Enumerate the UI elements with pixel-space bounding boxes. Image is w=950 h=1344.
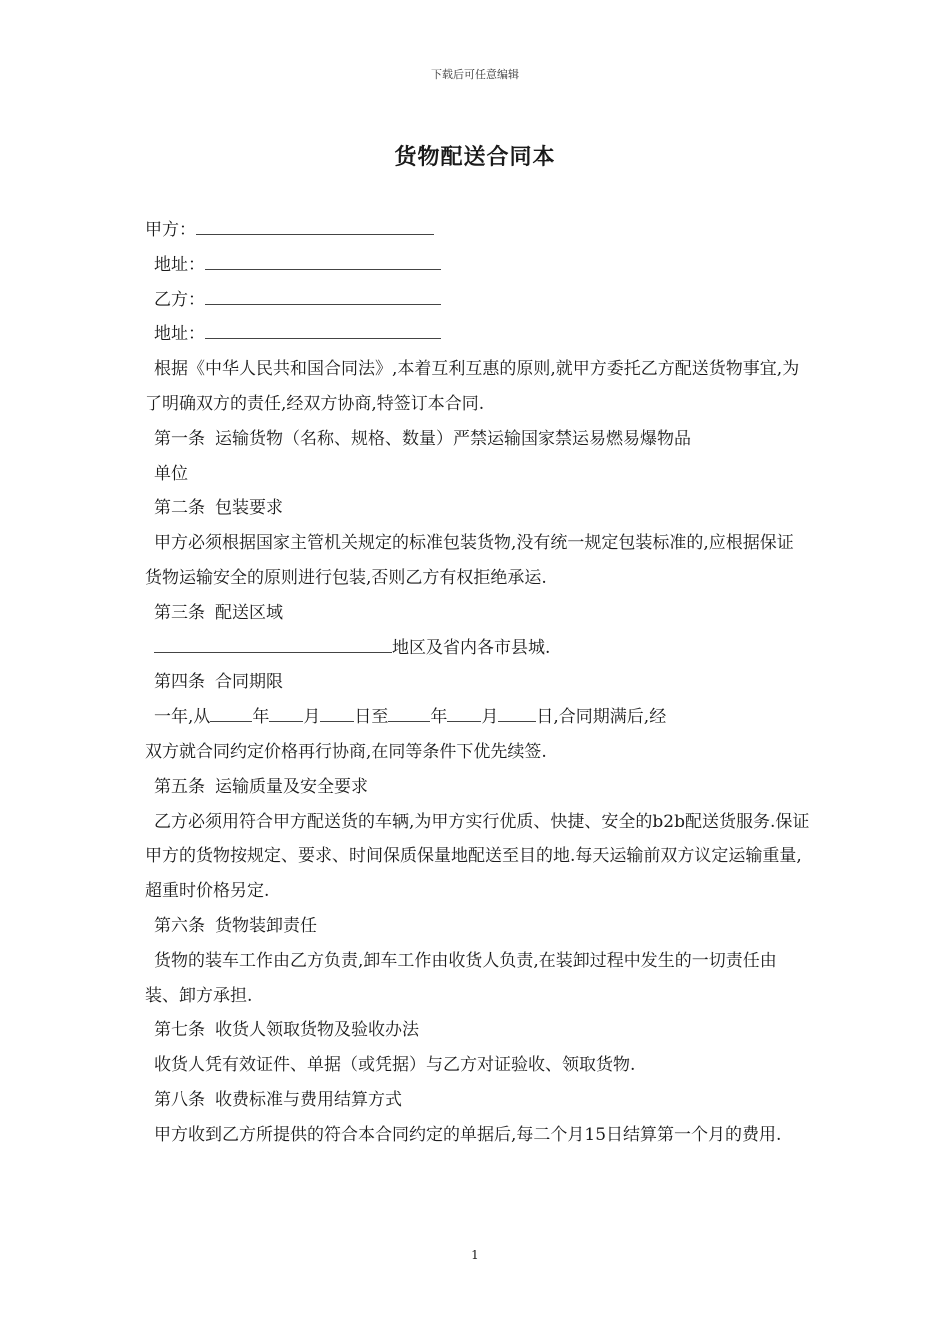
address-a-blank xyxy=(205,251,441,270)
end-month-blank xyxy=(447,703,481,722)
start-day-blank xyxy=(320,703,354,722)
article-4-term-line xyxy=(145,700,810,735)
article-8-heading xyxy=(145,1083,810,1118)
month-label: 月 xyxy=(303,707,321,728)
intro-paragraph: 根据《中华人民共和国合同法》,本着互利互惠的原则,就甲方委托乙方配送货物事宜,为了明确双方的责任,经双方协商,特签订本合同. xyxy=(145,359,800,414)
year-label: 年 xyxy=(430,707,448,728)
article-1-number: 第一条 xyxy=(154,428,205,449)
address-b-blank xyxy=(205,320,441,339)
party-b-blank xyxy=(205,286,441,305)
article-1-title: 运输货物（名称、规格、数量）严禁运输国家禁运易燃易爆物品 xyxy=(215,428,691,449)
day-to-label: 日至 xyxy=(354,707,389,728)
article-3-heading xyxy=(145,596,810,631)
address-b-line xyxy=(145,317,810,352)
article-4-renewal: 双方就合同约定价格再行协商,在同等条件下优先续签. xyxy=(145,741,547,762)
article-1-unit: 单位 xyxy=(154,463,188,484)
article-5-number: 第五条 xyxy=(154,776,205,797)
article-5-heading xyxy=(145,770,810,805)
article-7-title: 收货人领取货物及验收办法 xyxy=(215,1020,419,1041)
article-8-number: 第八条 xyxy=(154,1089,205,1110)
party-b-line xyxy=(145,283,810,318)
address-a-line xyxy=(145,248,810,283)
article-2-number: 第二条 xyxy=(154,498,205,519)
article-5-body: 乙方必须用符合甲方配送货的车辆,为甲方实行优质、快捷、安全的b2b配送货服务.保证甲方的货物按规定、要求、时间保质保量地配送至目的地.每天运输前双方议定运输重量,超重时价格另定. xyxy=(145,811,810,902)
party-a-line xyxy=(145,213,810,248)
article-3-number: 第三条 xyxy=(154,602,205,623)
article-6-number: 第六条 xyxy=(154,915,205,936)
term-end-text: 日,合同期满后,经 xyxy=(536,707,667,728)
article-3-suffix: 地区及省内各市县城. xyxy=(392,637,551,658)
article-2-body: 甲方必须根据国家主管机关规定的标准包装货物,没有统一规定包装标准的,应根据保证货物运输安全的原则进行包装,否则乙方有权拒绝承运. xyxy=(145,533,794,588)
start-year-blank xyxy=(210,703,252,722)
article-3-body xyxy=(145,631,810,666)
end-year-blank xyxy=(388,703,430,722)
article-5-title: 运输质量及安全要求 xyxy=(215,776,368,797)
end-day-blank xyxy=(498,703,536,722)
start-month-blank xyxy=(269,703,303,722)
article-1-heading xyxy=(145,422,810,457)
article-7-number: 第七条 xyxy=(154,1020,205,1041)
article-6-body: 货物的装车工作由乙方负责,卸车工作由收货人负责,在装卸过程中发生的一切责任由装、卸方承担. xyxy=(145,950,777,1006)
article-7-body: 收货人凭有效证件、单据（或凭据）与乙方对证验收、领取货物. xyxy=(154,1055,636,1076)
article-2-title: 包装要求 xyxy=(215,498,283,519)
article-4-heading xyxy=(145,665,810,700)
contract-body xyxy=(145,213,810,1153)
article-6-title: 货物装卸责任 xyxy=(215,915,317,936)
month-label: 月 xyxy=(481,707,499,728)
address-a-label: 地址： xyxy=(154,254,205,275)
article-6-heading xyxy=(145,909,810,944)
article-4-title: 合同期限 xyxy=(215,672,283,693)
article-3-title: 配送区域 xyxy=(215,602,283,623)
year-label: 年 xyxy=(252,707,270,728)
article-4-number: 第四条 xyxy=(154,672,205,693)
article-7-heading xyxy=(145,1013,810,1048)
party-a-label: 甲方： xyxy=(145,220,196,240)
address-b-label: 地址： xyxy=(154,324,205,345)
article-8-title: 收费标准与费用结算方式 xyxy=(215,1089,402,1110)
term-from-text: 一年,从 xyxy=(154,707,211,728)
header-note: 下载后可任意编辑 xyxy=(431,68,519,81)
article-8-body: 甲方收到乙方所提供的符合本合同约定的单据后,每二个月15日结算第一个月的费用. xyxy=(154,1124,782,1145)
party-a-blank xyxy=(196,216,434,235)
party-b-label: 乙方： xyxy=(154,289,205,310)
region-blank xyxy=(154,634,392,653)
document-title: 货物配送合同本 xyxy=(394,144,556,170)
article-2-heading xyxy=(145,491,810,526)
page-number: 1 xyxy=(471,1248,479,1262)
